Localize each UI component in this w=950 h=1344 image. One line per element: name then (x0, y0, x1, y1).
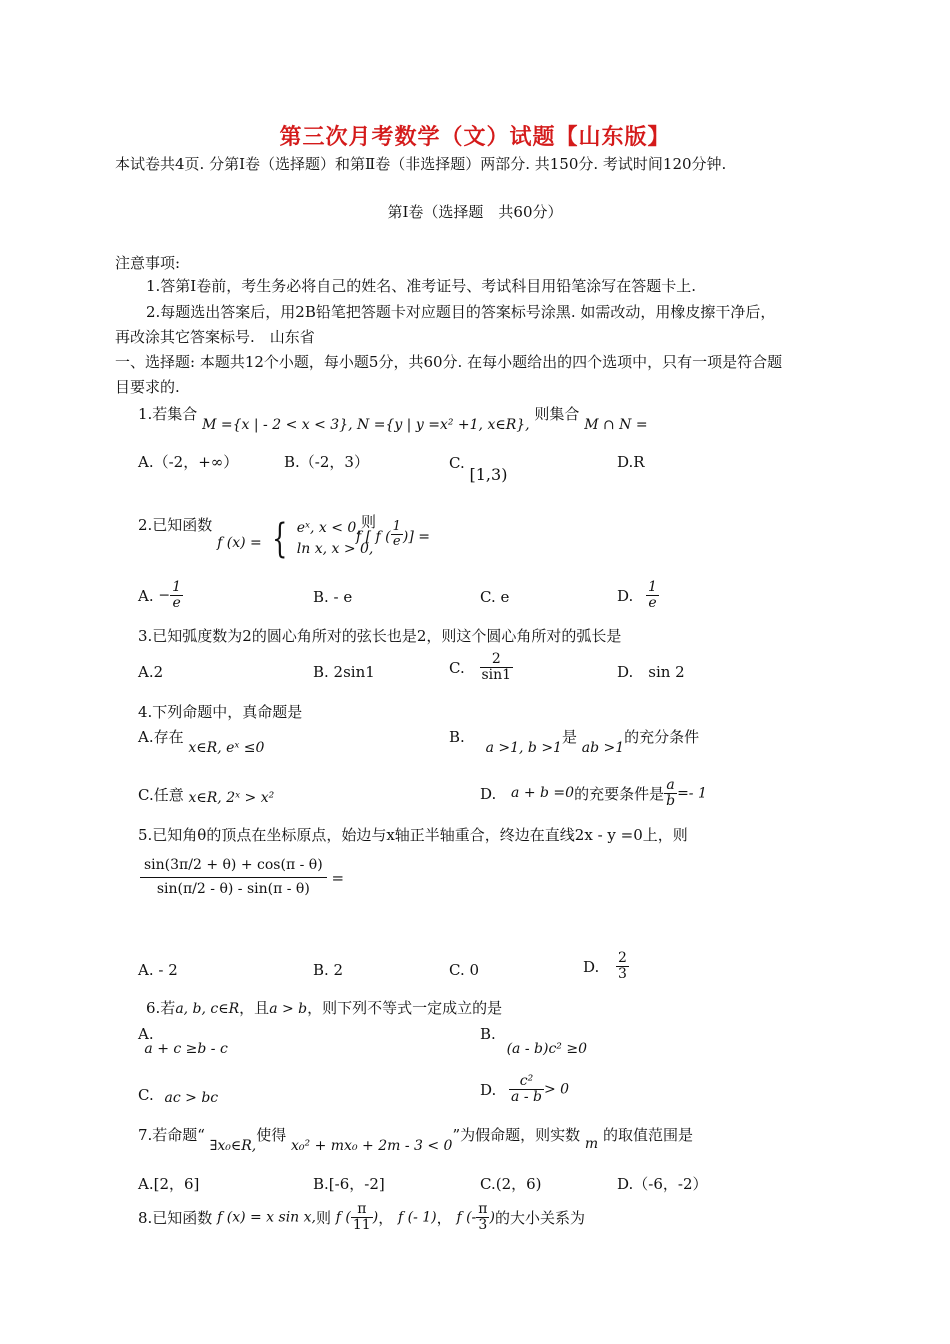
section-title: 第Ⅰ卷（选择题 共60分） (387, 203, 563, 221)
q5-frac (140, 858, 327, 898)
q6-stem-post: ，则下列不等式一定成立的是 (307, 999, 503, 1017)
q4-option-d-den: b (666, 793, 676, 810)
q1-option-c (449, 453, 508, 484)
q7-stem-pre: 7.若命题“ (138, 1126, 205, 1144)
q8-f3-post: ) (489, 1209, 495, 1226)
question-3: 3.已知弧度数为2的圆心角所对的弦长也是2，则这个圆心角所对的弧长是 (138, 627, 622, 645)
q5-option-a: A. - 2 (138, 961, 178, 979)
q5-option-b: B. 2 (313, 961, 344, 979)
question-7 (138, 1126, 693, 1154)
q7-option-d: D.（-6，-2） (617, 1175, 708, 1193)
question-1 (138, 405, 648, 433)
q5-option-d-num: 2 (618, 950, 627, 966)
note-item-2: 2.每题选出答案后，用2B铅笔把答题卡对应题目的答案标号涂黑. 如需改动，用橡皮擦干净后， (146, 303, 776, 321)
q5-option-d (583, 951, 629, 983)
q8-f3-den: 3 (478, 1217, 488, 1234)
q1-option-c-value: [1,3) (469, 465, 508, 484)
q2-case-1: eˣ, x < 0, (296, 520, 361, 536)
q8-f3-frac (476, 1202, 489, 1234)
q6-option-c-label: C. (138, 1086, 154, 1104)
q8-mid: 则 (316, 1208, 332, 1227)
q6-stem-expr1: a, b, c∈R (175, 1001, 240, 1017)
q2-expr-den: e (392, 534, 401, 550)
q4-option-c-label: C.任意 (138, 786, 184, 804)
q4-option-d-expr: a + b =0 (511, 785, 575, 802)
q8-expr: f (x) = x sin x, (217, 1209, 316, 1226)
q7-option-b: B.[-6，-2] (313, 1175, 385, 1193)
q3-option-c-frac (480, 652, 514, 684)
q3-option-a: A.2 (138, 663, 164, 681)
q2-option-a (138, 580, 183, 612)
q2-option-a-frac (170, 580, 183, 612)
q2-case-2: ln x, x > 0, (296, 541, 374, 557)
q2-option-d-label: D. (617, 586, 634, 605)
q2-expr-post: )] = (402, 528, 431, 545)
q6-option-b-label: B. (480, 1025, 496, 1043)
question-4: 4.下列命题中，真命题是 (138, 703, 303, 721)
q5-option-d-label: D. (583, 957, 600, 976)
q2-option-d-den: e (648, 595, 657, 612)
q4-option-d-label: D. (480, 784, 497, 803)
q6-option-b (480, 1025, 587, 1057)
question-6 (146, 999, 502, 1018)
q3-option-b: B. 2sin1 (313, 663, 375, 681)
q6-option-d-den: a - b (511, 1089, 542, 1106)
q8-sep-1: ， (378, 1208, 394, 1227)
q7-tail: 的取值范围是 (602, 1126, 693, 1144)
q2-brace: { (271, 516, 287, 562)
q8-stem: 8.已知函数 (138, 1208, 213, 1227)
q7-expr1: ∃x₀∈R, (209, 1138, 257, 1154)
q4-option-c (138, 786, 274, 805)
q6-option-c (138, 1086, 218, 1105)
q4-option-d (480, 778, 707, 810)
q5-option-d-den: 3 (618, 966, 627, 983)
q8-f1-post: ) (372, 1209, 379, 1226)
q6-option-c-expr: ac > bc (164, 1090, 219, 1106)
q6-option-d (480, 1074, 569, 1106)
q4-option-b-mid: 是 (561, 728, 577, 746)
q2-mid: 则 (361, 513, 377, 531)
q4-option-d-tail: =- 1 (677, 785, 707, 802)
q5-option-d-frac (616, 951, 629, 983)
q4-option-a (138, 728, 265, 756)
q2-option-a-label: A. (138, 586, 154, 605)
page-title: 第三次月考数学（文）试题【山东版】 (279, 124, 671, 150)
q6-stem-pre: 6.若 (146, 999, 176, 1017)
q1-expr: M ={x | - 2 < x < 3}, N ={y | y =x² +1, x∈R}, (202, 417, 530, 433)
q1-option-b: B.（-2，3） (284, 453, 369, 471)
q1-option-a: A.（-2，+∞） (138, 453, 239, 471)
q8-f1-den: 11 (352, 1217, 371, 1234)
question-8 (138, 1202, 585, 1234)
q1-option-d: D.R (617, 453, 645, 471)
q6-option-a-label: A. (138, 1025, 154, 1043)
q1-expr2: M ∩ N = (584, 417, 648, 433)
q8-f1-pre: f ( (335, 1209, 351, 1226)
q3-option-c (449, 652, 513, 684)
q6-option-d-label: D. (480, 1080, 497, 1099)
q3-option-d: D. sin 2 (617, 663, 685, 681)
q6-option-d-frac (509, 1074, 544, 1106)
q8-f1-frac (351, 1202, 373, 1234)
note-item-2-cont: 再改涂其它答案标号. 山东省 (115, 328, 315, 346)
q2-option-d (617, 580, 659, 612)
q1-stem: 1.若集合 (138, 405, 198, 423)
q4-option-b-expr2: ab >1 (581, 740, 625, 756)
q5-numerator: sin(3π/2 + θ) + cos(π - θ) (140, 858, 327, 878)
q8-sep-2: ， (436, 1208, 452, 1227)
q2-option-a-num: 1 (172, 579, 182, 595)
exam-intro: 本试卷共4页. 分第Ⅰ卷（选择题）和第Ⅱ卷（非选择题）两部分. 共150分. 考试时间120分钟. (115, 155, 727, 173)
q7-option-a: A.[2，6] (138, 1175, 200, 1193)
q2-option-a-sign: − (158, 587, 171, 604)
q2-option-a-den: e (172, 595, 181, 612)
q7-expr2: x₀² + mx₀ + 2m - 3 < 0 (291, 1138, 453, 1154)
q4-option-c-expr: x∈R, 2ˣ > x² (188, 790, 275, 806)
q7-var: m (584, 1136, 599, 1152)
q6-option-a (138, 1025, 242, 1057)
q8-f3-pre: f (- (456, 1209, 477, 1226)
q3-option-c-label: C. (449, 658, 465, 677)
q3-option-c-num: 2 (480, 652, 514, 668)
q2-option-d-num: 1 (648, 579, 657, 595)
q2-option-c: C. e (480, 588, 510, 606)
q6-stem-mid: ，且 (239, 999, 270, 1017)
q5-option-c: C. 0 (449, 961, 480, 979)
q5-denominator: sin(π/2 - θ) - sin(π - θ) (156, 881, 310, 898)
q8-f2: f (- 1) (397, 1209, 437, 1226)
q7-post: ”为假命题，则实数 (452, 1126, 581, 1144)
q4-option-a-label: A.存在 (138, 728, 184, 746)
q4-option-d-frac (664, 778, 677, 810)
q2-stem: 2.已知函数 (138, 516, 213, 534)
q2-expr-pre: f [ f ( (356, 528, 391, 545)
q4-option-a-expr: x∈R, eˣ ≤0 (188, 740, 265, 756)
q4-option-b (449, 728, 700, 756)
q1-option-c-label: C. (449, 454, 465, 472)
q4-option-b-tail: 的充分条件 (624, 728, 700, 746)
q4-option-d-num: a (664, 778, 677, 794)
q2-expr (356, 516, 431, 550)
q5-equals: = (331, 868, 345, 887)
q7-option-c: C.(2，6) (480, 1175, 542, 1193)
q6-option-a-expr: a + c ≥b - c (144, 1041, 228, 1057)
q2-fx: f (x) = (217, 534, 262, 551)
part1-instructions-cont: 目要求的. (115, 378, 180, 396)
q2-option-d-frac (646, 580, 659, 612)
q4-option-b-expr1: a >1, b >1 (485, 740, 562, 756)
q5-expression (140, 858, 344, 898)
q7-mid: 使得 (256, 1126, 287, 1144)
question-5: 5.已知角θ的顶点在坐标原点，始边与x轴正半轴重合，终边在直线2x - y =0上，则 (138, 826, 688, 844)
q4-option-d-mid: 的充要条件是 (574, 784, 665, 803)
part1-instructions: 一、选择题: 本题共12个小题，每小题5分，共60分. 在每小题给出的四个选项中，只有一项是符合题 (115, 353, 783, 371)
note-item-1: 1.答第Ⅰ卷前，考生务必将自己的姓名、准考证号、考试科目用铅笔涂写在答题卡上. (146, 277, 697, 295)
q8-f1-num: π (351, 1202, 373, 1218)
q6-option-d-num: c² (509, 1074, 544, 1090)
q1-mid: 则集合 (534, 405, 580, 423)
q8-tail: 的大小关系为 (494, 1208, 585, 1227)
q4-option-b-label: B. (449, 728, 465, 746)
q8-f3-num: π (478, 1201, 488, 1217)
q2-expr-frac (391, 520, 403, 550)
notes-heading: 注意事项: (115, 254, 181, 272)
q3-option-c-den: sin1 (481, 667, 512, 684)
q6-stem-expr2: a > b (269, 1001, 308, 1017)
q2-expr-num: 1 (392, 519, 401, 534)
q6-option-b-expr: (a - b)c² ≥0 (506, 1041, 587, 1057)
q6-option-d-tail: > 0 (544, 1081, 570, 1098)
q2-option-b: B. - e (313, 588, 353, 606)
